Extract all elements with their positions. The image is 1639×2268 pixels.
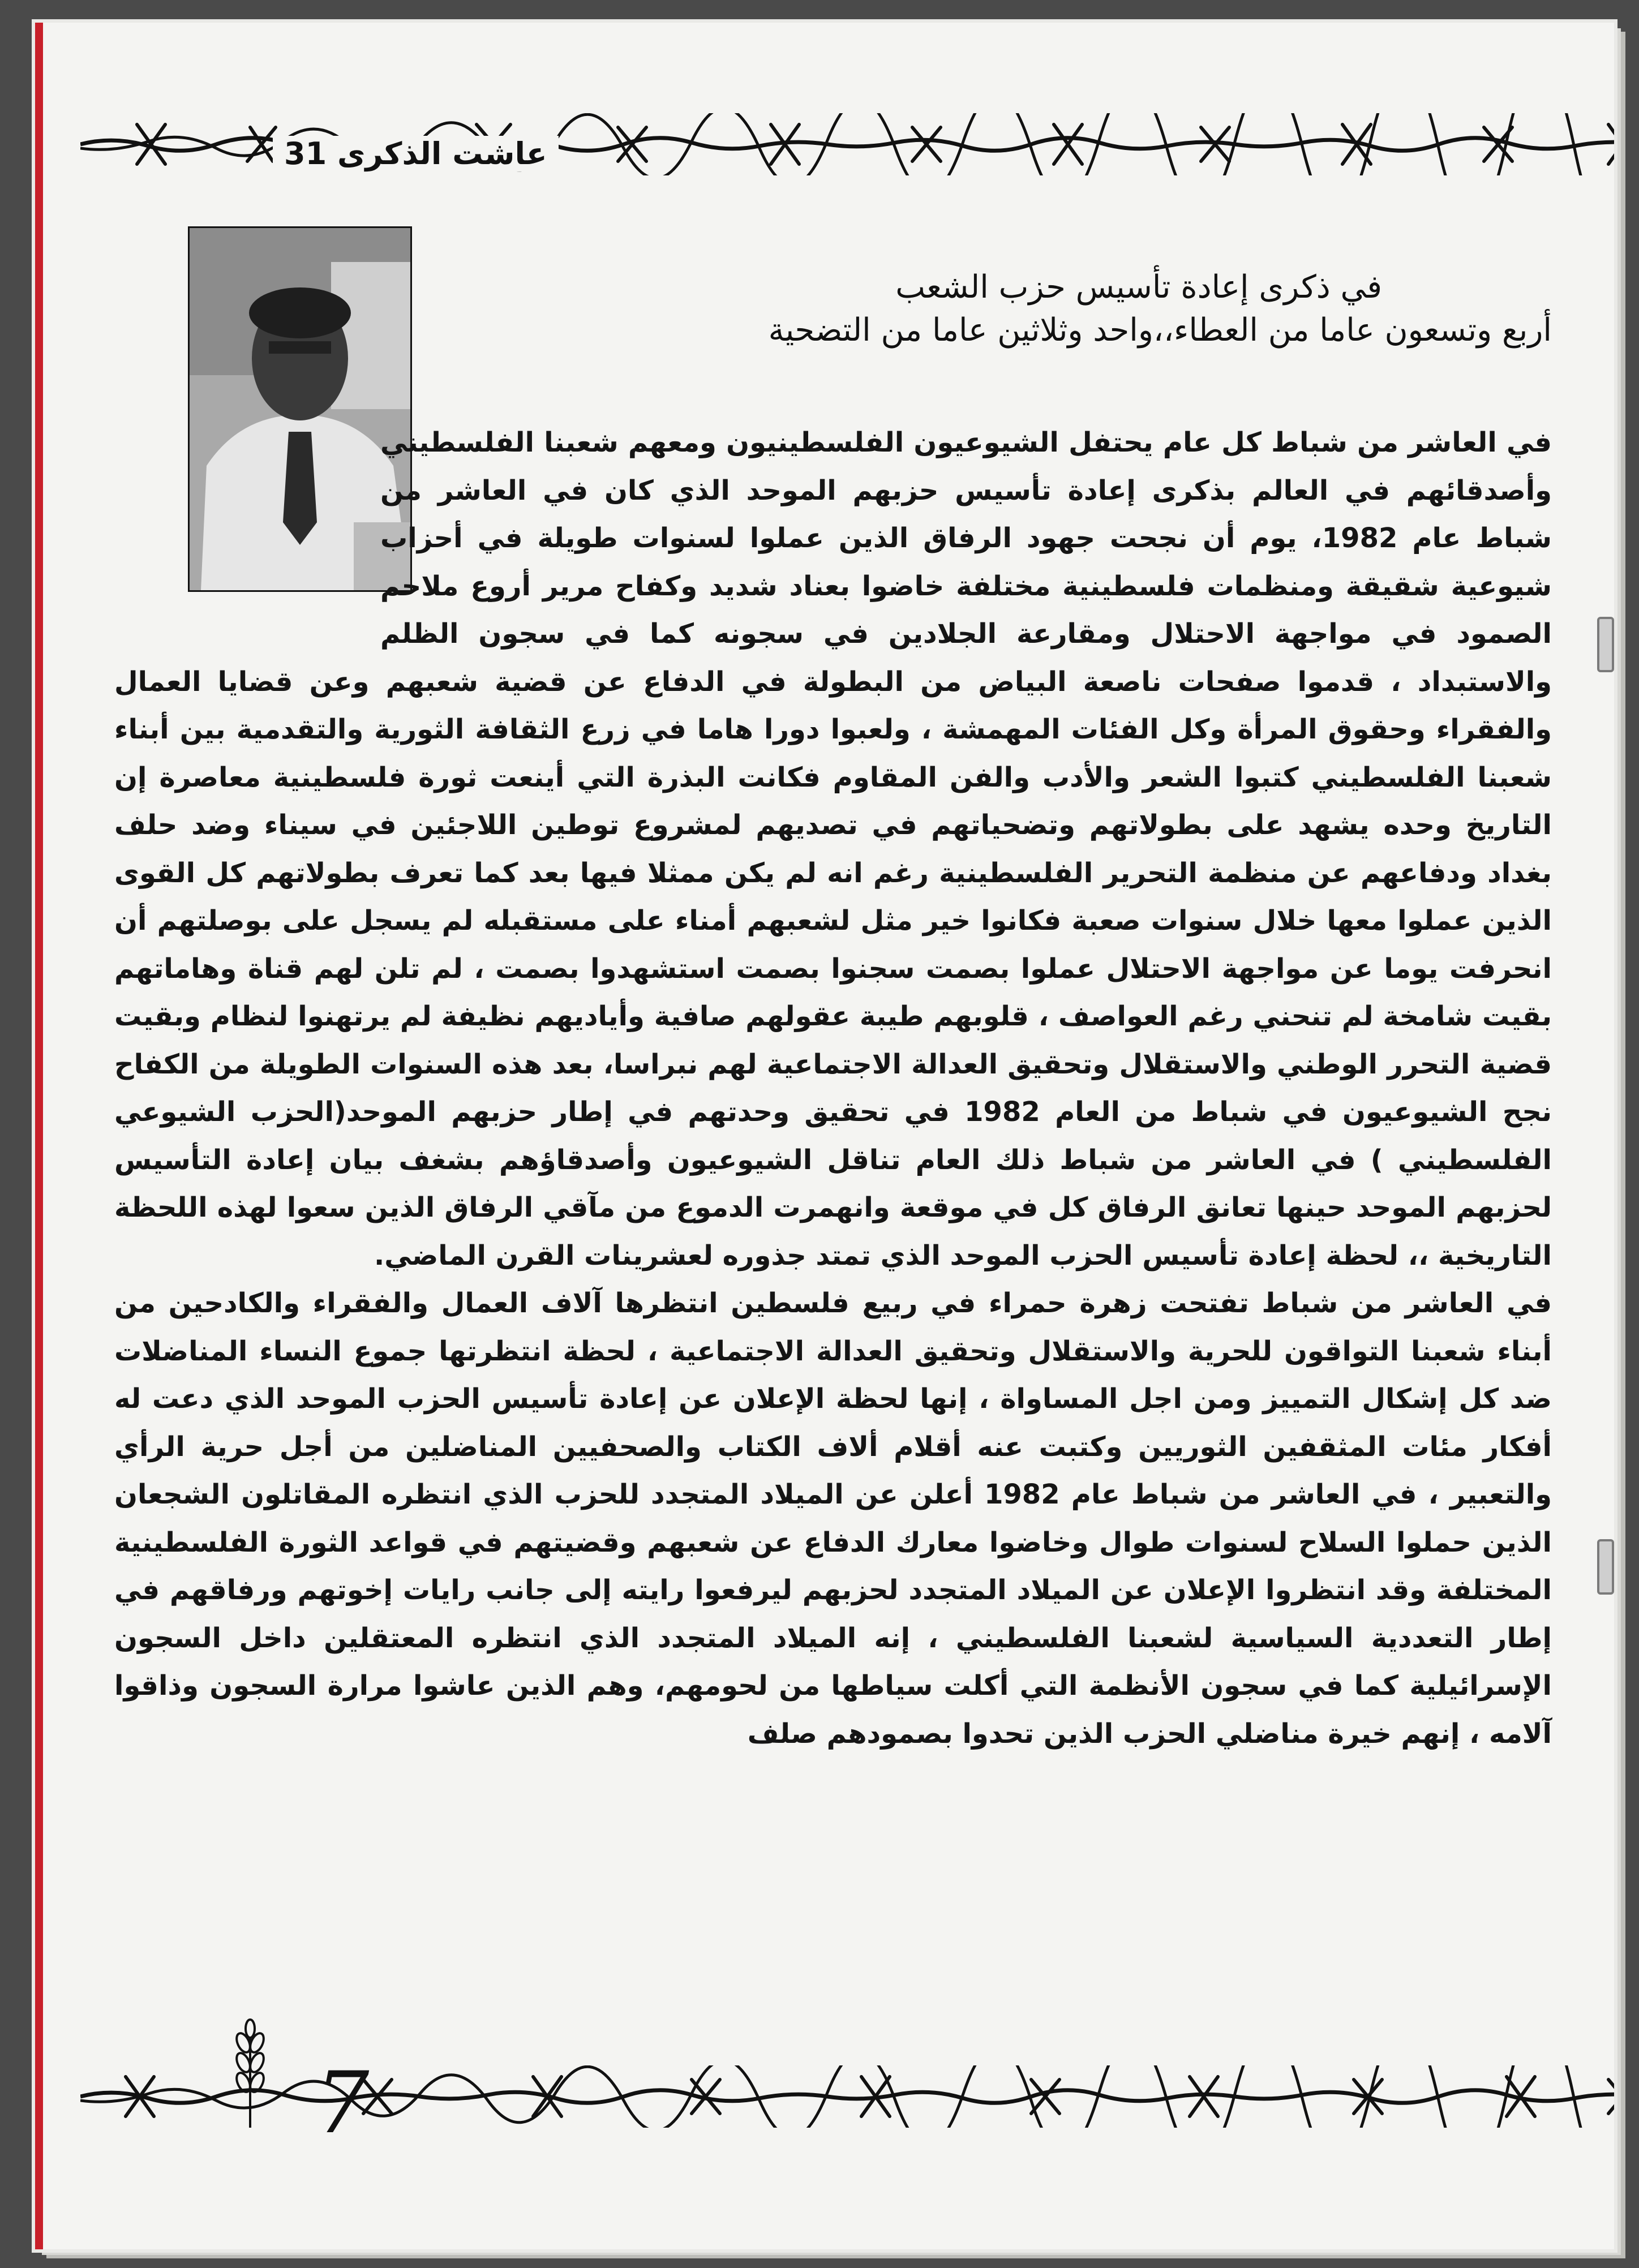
paragraph-1: في العاشر من شباط كل عام يحتفل الشيوعيون الفلسطينيون ومعهم شعبنا الفلسطيني وأصدقائهم في العالم بذكرى إعادة تأسيس حزبهم الموحد الذي كان في العاشر من شباط عام 1982، يوم أن نجحت جهود الرفاق الذين عملوا لسنوات طويلة في أحزاب شيوعية شقيقة ومنظمات فلسطينية مختلفة خاضوا بعناد شديد وكفاح مرير أروع ملاحم الصمود في مواجهة الاحتلال ومقارعة الجلادين في سجونه كما في سجون الظلم والاستبداد ، قدموا صفحات ناصعة البياض من البطولة في الدفاع عن قضية شعبهم وعن قضايا العمال والفقراء وحقوق المرأة وكل الفئات المهمشة ، ولعبوا دورا هاما في زرع الثقافة الثورية والتقدمية بين أبناء شعبنا الفلسطيني كتبوا الشعر والأدب والفن المقاوم فكانت البذرة التي أينعت ثورة فلسطينية معاصرة إن التاريخ وحده يشهد على بطولاتهم وتضحياتهم في تصديهم لمشروع توطين اللاجئين في سيناء وضد حلف بغداد ودفاعهم عن منظمة التحرير الفلسطينية رغم انه لم يكن ممثلا فيها بعد كما تعرف بطولاتهم كل القوى الذين عملوا معها خلال سنوات صعبة فكانوا خير مثل لشعبهم أمناء على مستقبله لم يسجل على بوصلتهم أن انحرفت يوما عن مواجهة الاحتلال عملوا بصمت سجنوا بصمت استشهدوا بصمت ، لم تلن لهم قناة وهاماتهم بقيت شامخة لم تنحني رغم العواصف ، قلوبهم طيبة عقولهم صافية وأياديهم نظيفة لم يرتهنوا لنظام وبقيت قضية التحرر الوطني والاستقلال وتحقيق العدالة الاجتماعية لهم نبراسا، بعد هذه السنوات الطويلة من الكفاح نجح الشيوعيون في شباط من العام 1982 في تحقيق وحدتهم في إطار حزبهم الموحد(الحزب الشيوعي الفلسطيني ) في العاشر من شباط ذلك العام تناقل الشيوعيون وأصدقاؤهم بشغف بيان إعادة التأسيس لحزبهم الموحد حينها تعانق الرفاق كل في موقعة وانهمرت الدموع من مآقي الرفاق الذين سعوا لهذه اللحظة التاريخية ،، لحظة إعادة تأسيس الحزب الموحد الذي تمتد جذوره لعشرينات القرن الماضي. <box>114 427 1552 1272</box>
headline-line-1: في ذكرى إعادة تأسيس حزب الشعب <box>895 269 1382 306</box>
staple <box>1597 617 1614 672</box>
article-body <box>114 419 1552 1758</box>
spine-edge <box>35 23 43 2249</box>
running-header: عاشت الذكرى 31 <box>273 136 559 171</box>
article-headline <box>477 266 1552 352</box>
page-number: 7 <box>315 2054 370 2153</box>
barbed-wire-icon <box>80 2065 1614 2128</box>
paragraph-2: في العاشر من شباط تفتحت زهرة حمراء في ربيع فلسطين انتظرها آلاف العمال والفقراء والكادحين من أبناء شعبنا التواقون للحرية والاستقلال وتحقيق العدالة الاجتماعية ، لحظة انتظرتها جموع النساء المناضلات ضد كل إشكال التمييز ومن اجل المساواة ، إنها لحظة الإعلان عن إعادة تأسيس الحزب الموحد الذي دعت له أفكار مئات المثقفين الثوريين وكتبت عنه أقلام ألاف الكتاب والصحفيين المناضلين من أجل حرية الرأي والتعبير ، في العاشر من شباط عام 1982 أعلن عن الميلاد المتجدد للحزب الذي انتظره المقاتلون الشجعان الذين حملوا السلاح لسنوات طوال وخاضوا معارك الدفاع عن شعبهم وقضيتهم في قواعد الثورة الفلسطينية المختلفة وقد انتظروا الإعلان عن الميلاد المتجدد لحزبهم ليرفعوا رايته إلى جانب رايات إخوتهم ورفاقهم في إطار التعددية السياسية لشعبنا الفلسطيني ، إنه الميلاد المتجدد الذي انتظره المعتقلين داخل السجون الإسرائيلية كما في سجون الأنظمة التي أكلت سياطها من لحومهم، وهم الذين عاشوا مرارة السجون وذاقوا آلامه ، إنهم خيرة مناضلي الحزب الذين تحدوا بصمودهم صلف <box>114 1287 1552 1750</box>
photo-wrap-space <box>114 419 380 634</box>
magazine-page <box>35 23 1614 2249</box>
wheat-icon <box>222 2014 278 2128</box>
staple <box>1597 1539 1614 1595</box>
headline-line-2: أربع وتسعون عاما من العطاء،،واحد وثلاثين عاما من التضحية <box>768 312 1552 349</box>
